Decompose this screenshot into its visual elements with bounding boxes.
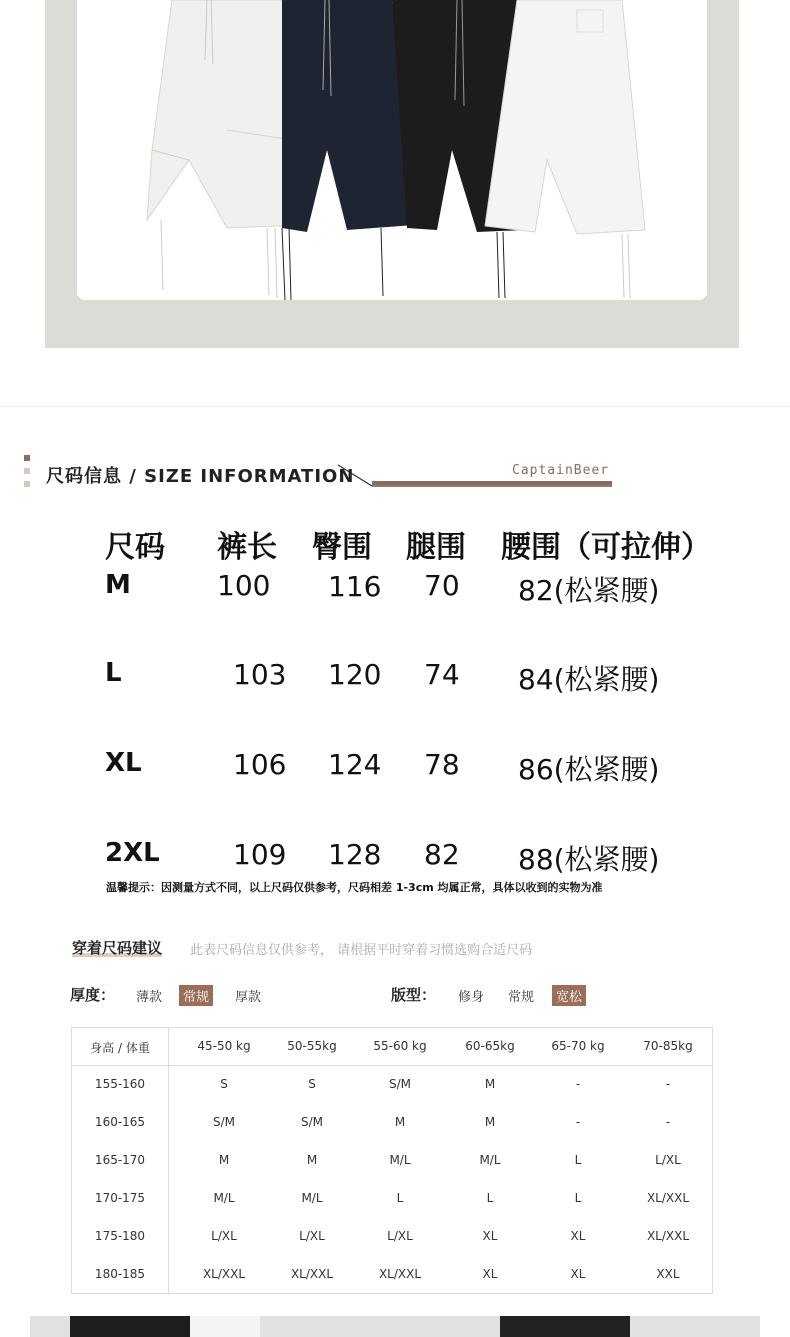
length-cell: 100 xyxy=(217,569,271,602)
fit-header-weight: 55-60 kg xyxy=(373,1039,427,1053)
fit-header-weight: 45-50 kg xyxy=(197,1039,251,1053)
fit-option-selected: 宽松 xyxy=(552,985,586,1006)
col-header-leg: 腿围 xyxy=(406,530,466,565)
fit-size-cell: S/M xyxy=(212,1115,236,1129)
fit-size-cell: M/L xyxy=(479,1153,501,1167)
fit-row-height: 170-175 xyxy=(94,1191,146,1205)
size-cell: M xyxy=(105,570,131,600)
leg-cell: 70 xyxy=(424,569,460,602)
fit-header-weight: 50-55kg xyxy=(287,1039,337,1053)
fit-size-cell: XL/XXL xyxy=(646,1191,690,1205)
fit-size-cell: M/L xyxy=(213,1191,235,1205)
fit-label: 版型： xyxy=(391,986,437,1004)
col-header-waist: 腰围（可拉伸） xyxy=(501,530,711,565)
fit-row-height: 155-160 xyxy=(94,1077,146,1091)
hip-cell: 116 xyxy=(328,570,382,603)
fit-size-cell: S/M xyxy=(388,1077,412,1091)
col-header-size: 尺码 xyxy=(105,530,165,565)
hip-cell: 120 xyxy=(328,658,382,691)
size-cell: 2XL xyxy=(105,838,160,868)
fit-size-cell: - xyxy=(665,1077,671,1091)
fit-size-cell: L xyxy=(574,1191,582,1205)
fit-size-cell: M xyxy=(484,1077,496,1091)
fit-size-cell: XL xyxy=(482,1229,498,1243)
fit-size-cell: XL/XXL xyxy=(378,1267,422,1281)
section-divider xyxy=(0,406,790,407)
fit-size-cell: L/XL xyxy=(299,1229,325,1243)
hip-cell: 124 xyxy=(328,748,382,781)
col-header-hip: 臀围 xyxy=(312,530,372,565)
length-cell: 103 xyxy=(233,658,287,691)
leg-cell: 78 xyxy=(424,748,460,781)
waist-cell: 86(松紧腰) xyxy=(518,753,660,786)
fit-size-cell: - xyxy=(665,1115,671,1129)
leg-cell: 82 xyxy=(424,838,460,871)
size-cell: L xyxy=(105,658,122,688)
fit-size-cell: L xyxy=(574,1153,582,1167)
fit-size-cell: S xyxy=(220,1077,228,1091)
fit-row-height: 160-165 xyxy=(94,1115,146,1129)
thickness-option: 薄款 xyxy=(136,990,163,1005)
thickness-option: 厚款 xyxy=(235,990,262,1005)
fit-size-cell: L/XL xyxy=(655,1153,681,1167)
fit-size-cell: M xyxy=(218,1153,230,1167)
waist-cell: 82(松紧腰) xyxy=(518,574,660,607)
pants-illustration xyxy=(77,0,707,300)
fit-size-cell: XL/XXL xyxy=(290,1267,334,1281)
section-title: 尺码信息 / SIZE INFORMATION xyxy=(46,466,355,487)
fit-size-cell: M/L xyxy=(301,1191,323,1205)
waist-cell: 88(松紧腰) xyxy=(518,843,660,876)
fit-size-cell: M xyxy=(484,1115,496,1129)
fit-size-cell: XL xyxy=(570,1267,586,1281)
fit-option: 常规 xyxy=(508,990,535,1005)
fit-size-cell: L xyxy=(486,1191,494,1205)
fit-size-cell: M xyxy=(394,1115,406,1129)
leg-cell: 74 xyxy=(424,658,460,691)
thickness-label: 厚度： xyxy=(70,986,116,1004)
product-photo-frame xyxy=(45,0,739,348)
next-product-photo xyxy=(30,1316,760,1337)
fit-size-cell: L xyxy=(396,1191,404,1205)
fit-size-cell: M xyxy=(306,1153,318,1167)
fit-size-cell: - xyxy=(575,1115,581,1129)
fit-header-height-weight: 身高 / 体重 xyxy=(90,1041,150,1055)
recommendation-title: 穿着尺码建议 xyxy=(72,939,163,957)
fit-header-weight: 70-85kg xyxy=(643,1039,693,1053)
fit-row-height: 180-185 xyxy=(94,1267,146,1281)
size-cell: XL xyxy=(105,748,142,778)
fit-size-cell: S/M xyxy=(300,1115,324,1129)
fit-size-cell: XL xyxy=(482,1267,498,1281)
fit-size-cell: XL/XXL xyxy=(202,1267,246,1281)
fit-size-cell: XXL xyxy=(656,1267,680,1281)
length-cell: 109 xyxy=(233,838,287,871)
fit-row-height: 165-170 xyxy=(94,1153,146,1167)
waist-cell: 84(松紧腰) xyxy=(518,663,660,696)
fit-size-cell: XL xyxy=(570,1229,586,1243)
brand-name: CaptainBeer xyxy=(512,463,610,478)
fit-size-cell: L/XL xyxy=(387,1229,413,1243)
fit-size-cell: S xyxy=(308,1077,316,1091)
fit-table xyxy=(71,1027,713,1294)
product-photo xyxy=(77,0,707,300)
fit-size-cell: XL/XXL xyxy=(646,1229,690,1243)
pants-navy xyxy=(282,0,414,300)
fit-option: 修身 xyxy=(458,990,485,1005)
col-header-length: 裤长 xyxy=(217,530,277,565)
fit-row-height: 175-180 xyxy=(94,1229,146,1243)
pants-white xyxy=(147,0,299,298)
fit-size-cell: L/XL xyxy=(211,1229,237,1243)
fit-size-cell: M/L xyxy=(389,1153,411,1167)
thickness-option-selected: 常规 xyxy=(179,985,213,1006)
recommendation-note: 此表尺码信息仅供参考， 请根据平时穿着习惯选购合适尺码 xyxy=(190,943,533,958)
length-cell: 106 xyxy=(233,748,287,781)
hip-cell: 128 xyxy=(328,838,382,871)
fit-header-weight: 65-70 kg xyxy=(551,1039,605,1053)
fit-header-weight: 60-65kg xyxy=(465,1039,515,1053)
fit-size-cell: - xyxy=(575,1077,581,1091)
size-tip: 温馨提示：因测量方式不同，以上尺码仅供参考，尺码相差 1-3cm 均属正常，具体以收到的实物为准 xyxy=(106,881,603,894)
